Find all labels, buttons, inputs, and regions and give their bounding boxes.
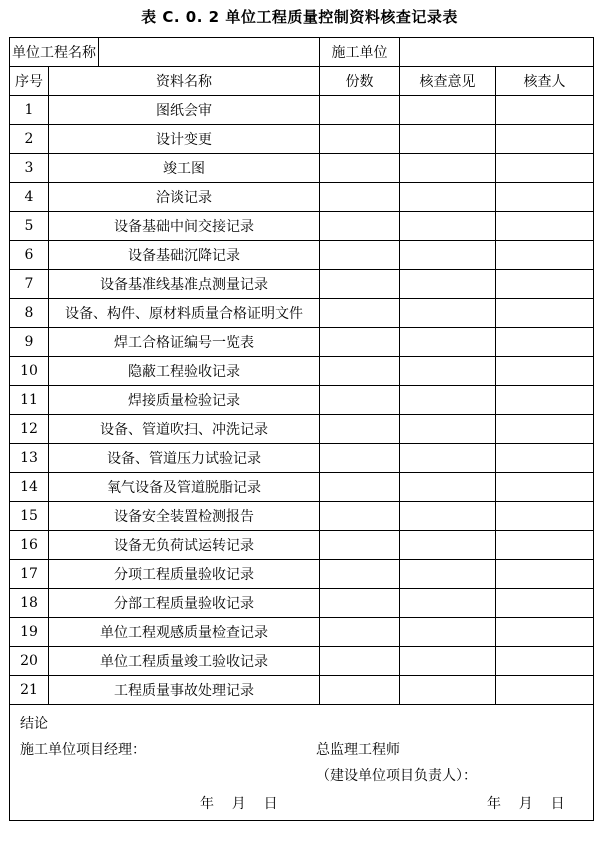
signature-date-left: 年 月 日 <box>200 796 278 812</box>
checker-cell[interactable] <box>496 241 594 270</box>
opinion-cell[interactable] <box>400 473 496 502</box>
opinion-cell[interactable] <box>400 96 496 125</box>
checker-cell[interactable] <box>496 357 594 386</box>
copies-cell[interactable] <box>320 183 400 212</box>
table-row <box>10 96 594 125</box>
row-number: 6 <box>10 241 49 270</box>
checker-cell[interactable] <box>496 531 594 560</box>
col-header-copies: 份数 <box>320 67 400 96</box>
document-name: 设备安全装置检测报告 <box>49 502 320 531</box>
table-row <box>10 676 594 705</box>
opinion-cell[interactable] <box>400 618 496 647</box>
copies-cell[interactable] <box>320 502 400 531</box>
opinion-cell[interactable] <box>400 125 496 154</box>
opinion-cell[interactable] <box>400 270 496 299</box>
checker-cell[interactable] <box>496 183 594 212</box>
construction-unit-label: 施工单位 <box>320 38 400 67</box>
column-header-row <box>10 67 594 96</box>
copies-cell[interactable] <box>320 531 400 560</box>
document-name: 单位工程观感质量检查记录 <box>49 618 320 647</box>
table-row <box>10 270 594 299</box>
opinion-cell[interactable] <box>400 560 496 589</box>
row-number: 1 <box>10 96 49 125</box>
copies-cell[interactable] <box>320 328 400 357</box>
checker-cell[interactable] <box>496 560 594 589</box>
table-row <box>10 444 594 473</box>
col-header-opinion: 核查意见 <box>400 67 496 96</box>
document-name: 分部工程质量验收记录 <box>49 589 320 618</box>
copies-cell[interactable] <box>320 647 400 676</box>
document-name: 设备、构件、原材料质量合格证明文件 <box>49 299 320 328</box>
copies-cell[interactable] <box>320 560 400 589</box>
opinion-cell[interactable] <box>400 328 496 357</box>
conclusion-cell[interactable] <box>10 705 594 821</box>
table-row <box>10 183 594 212</box>
checker-cell[interactable] <box>496 502 594 531</box>
table-row <box>10 125 594 154</box>
document-name: 竣工图 <box>49 154 320 183</box>
conclusion-label: 结论 <box>20 716 48 732</box>
table-row <box>10 386 594 415</box>
document-name: 设备基准线基准点测量记录 <box>49 270 320 299</box>
project-name-label: 单位工程名称 <box>10 38 99 66</box>
document-name: 设备基础沉降记录 <box>49 241 320 270</box>
document-name: 分项工程质量验收记录 <box>49 560 320 589</box>
checker-cell[interactable] <box>496 386 594 415</box>
table-row <box>10 415 594 444</box>
table-row <box>10 241 594 270</box>
document-name: 氧气设备及管道脱脂记录 <box>49 473 320 502</box>
document-name: 单位工程质量竣工验收记录 <box>49 647 320 676</box>
table-row <box>10 502 594 531</box>
row-number: 14 <box>10 473 49 502</box>
row-number: 13 <box>10 444 49 473</box>
document-name: 洽谈记录 <box>49 183 320 212</box>
row-number: 4 <box>10 183 49 212</box>
signature-date-right: 年 月 日 <box>487 796 565 812</box>
copies-cell[interactable] <box>320 270 400 299</box>
opinion-cell[interactable] <box>400 589 496 618</box>
checker-cell[interactable] <box>496 270 594 299</box>
table-row <box>10 154 594 183</box>
document-name: 设备基础中间交接记录 <box>49 212 320 241</box>
opinion-cell[interactable] <box>400 241 496 270</box>
document-name: 设备、管道压力试验记录 <box>49 444 320 473</box>
checker-cell[interactable] <box>496 212 594 241</box>
checker-cell[interactable] <box>496 154 594 183</box>
col-header-checker: 核查人 <box>496 67 594 96</box>
quality-control-checklist-table <box>9 37 594 821</box>
row-number: 8 <box>10 299 49 328</box>
row-number: 15 <box>10 502 49 531</box>
row-number: 11 <box>10 386 49 415</box>
checker-cell[interactable] <box>496 589 594 618</box>
copies-cell[interactable] <box>320 357 400 386</box>
copies-cell[interactable] <box>320 415 400 444</box>
row-number: 5 <box>10 212 49 241</box>
document-name: 设备、管道吹扫、冲洗记录 <box>49 415 320 444</box>
opinion-cell[interactable] <box>400 183 496 212</box>
table-row <box>10 560 594 589</box>
document-name: 工程质量事故处理记录 <box>49 676 320 705</box>
row-number: 17 <box>10 560 49 589</box>
copies-cell[interactable] <box>320 386 400 415</box>
copies-cell[interactable] <box>320 125 400 154</box>
copies-cell[interactable] <box>320 618 400 647</box>
checker-cell[interactable] <box>496 415 594 444</box>
document-name: 焊工合格证编号一览表 <box>49 328 320 357</box>
row-number: 20 <box>10 647 49 676</box>
checker-cell[interactable] <box>496 96 594 125</box>
document-name: 设计变更 <box>49 125 320 154</box>
table-row <box>10 531 594 560</box>
copies-cell[interactable] <box>320 676 400 705</box>
chief-supervisor-label: 总监理工程师 <box>316 742 400 758</box>
opinion-cell[interactable] <box>400 647 496 676</box>
copies-cell[interactable] <box>320 154 400 183</box>
opinion-cell[interactable] <box>400 676 496 705</box>
document-name: 设备无负荷试运转记录 <box>49 531 320 560</box>
table-row <box>10 299 594 328</box>
row-number: 19 <box>10 618 49 647</box>
document-name: 隐蔽工程验收记录 <box>49 357 320 386</box>
construction-unit-field[interactable] <box>400 38 594 67</box>
table-row <box>10 618 594 647</box>
opinion-cell[interactable] <box>400 357 496 386</box>
table-row <box>10 328 594 357</box>
opinion-cell[interactable] <box>400 386 496 415</box>
table-row <box>10 589 594 618</box>
row-number: 9 <box>10 328 49 357</box>
checker-cell[interactable] <box>496 125 594 154</box>
checker-cell[interactable] <box>496 676 594 705</box>
document-name: 焊接质量检验记录 <box>49 386 320 415</box>
checker-cell[interactable] <box>496 299 594 328</box>
row-number: 10 <box>10 357 49 386</box>
conclusion-row <box>10 705 594 821</box>
row-number: 12 <box>10 415 49 444</box>
opinion-cell[interactable] <box>400 444 496 473</box>
copies-cell[interactable] <box>320 444 400 473</box>
checker-cell[interactable] <box>496 473 594 502</box>
row-number: 7 <box>10 270 49 299</box>
copies-cell[interactable] <box>320 241 400 270</box>
row-number: 21 <box>10 676 49 705</box>
copies-cell[interactable] <box>320 96 400 125</box>
opinion-cell[interactable] <box>400 531 496 560</box>
owner-representative-label: （建设单位项目负责人）： <box>316 768 477 784</box>
row-number: 16 <box>10 531 49 560</box>
opinion-cell[interactable] <box>400 299 496 328</box>
opinion-cell[interactable] <box>400 415 496 444</box>
col-header-name: 资料名称 <box>49 67 320 96</box>
row-number: 2 <box>10 125 49 154</box>
copies-cell[interactable] <box>320 589 400 618</box>
project-name-field[interactable] <box>99 38 319 66</box>
copies-cell[interactable] <box>320 473 400 502</box>
col-header-seq: 序号 <box>10 67 49 96</box>
opinion-cell[interactable] <box>400 154 496 183</box>
form-title: 表 C. 0. 2 单位工程质量控制资料核查记录表 <box>141 8 458 26</box>
project-manager-label: 施工单位项目经理： <box>20 742 146 758</box>
copies-cell[interactable] <box>320 212 400 241</box>
row-number: 3 <box>10 154 49 183</box>
document-name: 图纸会审 <box>49 96 320 125</box>
opinion-cell[interactable] <box>400 212 496 241</box>
copies-cell[interactable] <box>320 299 400 328</box>
table-row <box>10 212 594 241</box>
checker-cell[interactable] <box>496 328 594 357</box>
checker-cell[interactable] <box>496 647 594 676</box>
project-name-cell <box>10 38 320 67</box>
checker-cell[interactable] <box>496 444 594 473</box>
opinion-cell[interactable] <box>400 502 496 531</box>
table-row <box>10 357 594 386</box>
row-number: 18 <box>10 589 49 618</box>
table-row <box>10 473 594 502</box>
table-row <box>10 647 594 676</box>
checker-cell[interactable] <box>496 618 594 647</box>
project-header-row <box>10 38 594 67</box>
